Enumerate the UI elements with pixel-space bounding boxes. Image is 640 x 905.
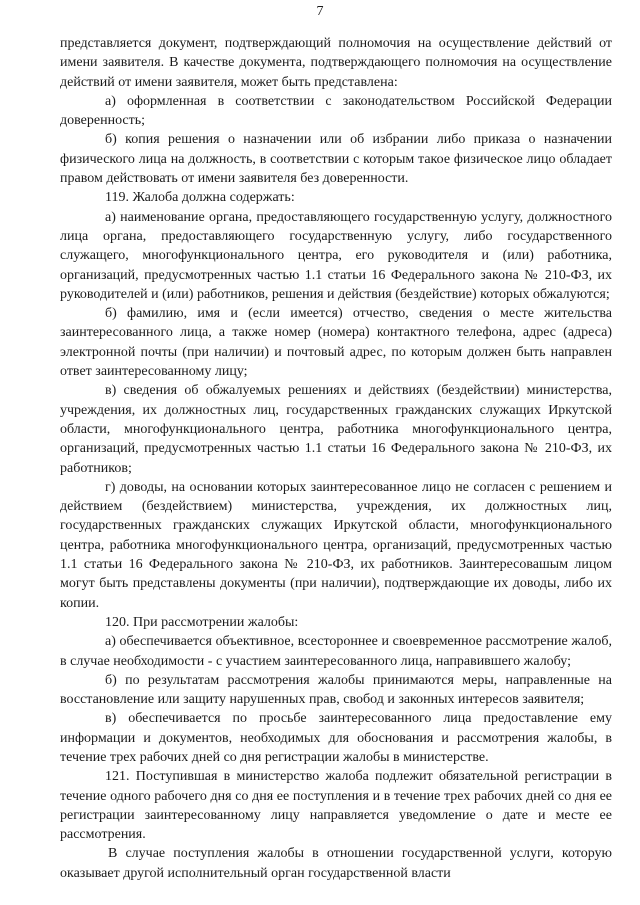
section-heading: 120. При рассмотрении жалобы:: [105, 614, 299, 630]
paragraph: а) обеспечивается объективное, всестороннее и своевременное рассмотрение жалоб, в случае необходимости - с участием заинтересованного лица, направившего жалобу;: [60, 634, 612, 669]
paragraph: б) фамилию, имя и (если имеется) отчество, сведения о месте жительства заинтересованного лица, а также номер (номера) контактного телефона, адрес (адреса) электронной почты (при наличии) и почтовый адрес, по которым должен быть направлен ответ заинтересованному лицу;: [60, 306, 612, 380]
paragraph: а) наименование органа, предоставляющего государственную услугу, должностного лица органа, предоставляющего государственную услугу, либо государственного служащего, многофункционального центра, его руководителя и (или) работника, организаций, предусмотренных частью 1.1 статьи 16 Федерального закона № 210-ФЗ, их руководителей и (или) работников, решения и действия (бездействие) которых обжалуются;: [60, 209, 612, 302]
paragraph: а) оформленная в соответствии с законодательством Российской Федерации доверенность;: [60, 93, 612, 129]
paragraph: 121. Поступившая в министерство жалоба подлежит обязательной регистрации в течение одного рабочего дня со дня ее поступления и в течение трех рабочих дней со дня ее регистрации заинтересованному лицу направляется уведомление о дате и месте ее рассмотрения.: [60, 769, 612, 843]
paragraph: г) доводы, на основании которых заинтересованное лицо не согласен с решением и действием (бездействием) министерства, учреждения, их должностных лиц, государственных гражданских служащих Иркутской области, многофункционального центра, работника многофункционального центра, организаций, предусмотренных частью 1.1 статьи 16 Федерального закона № 210-ФЗ, их работников. Заинтересовашым лицом могут быть представлены документы (при наличии), подтверждающие их доводы, либо их копии.: [60, 479, 612, 611]
page-number: 7: [316, 4, 324, 19]
paragraph: в) обеспечивается по просьбе заинтересованного лица предоставление ему информации и документов, необходимых для обоснования и рассмотрения жалобы, в течение трех рабочих дней со дня регистрации жалобы в министерстве.: [60, 711, 612, 765]
paragraph: б) по результатам рассмотрения жалобы принимаются меры, направленные на восстановление или защиту нарушенных прав, свобод и законных интересов заявителя;: [60, 672, 612, 708]
paragraph: б) копия решения о назначении или об избрании либо приказа о назначении физического лица на должность, в соответствии с которым такое физическое лицо обладает правом действовать от имени заявителя без доверенности.: [60, 132, 612, 187]
paragraph: представляется документ, подтверждающий полномочия на осуществление действий от имени заявителя. В качестве документа, подтверждающего полномочия на осуществление действий от имени заявителя, может быть представлена:: [60, 36, 612, 90]
paragraph: В случае поступления жалобы в отношении государственной услуги, которую оказывает другой исполнительный орган государственной власти: [60, 846, 612, 881]
paragraph: в) сведения об обжалуемых решениях и действиях (бездействии) министерства, учреждения, их должностных лиц, государственных гражданских служащих Иркутской области, многофункционального центра, работника многофункционального центра, организаций, предусмотренных частью 1.1 статьи 16 Федерального закона № 210-ФЗ, их работников;: [60, 383, 612, 476]
document-body: [60, 34, 612, 883]
section-heading: 119. Жалоба должна содержать:: [105, 190, 295, 206]
